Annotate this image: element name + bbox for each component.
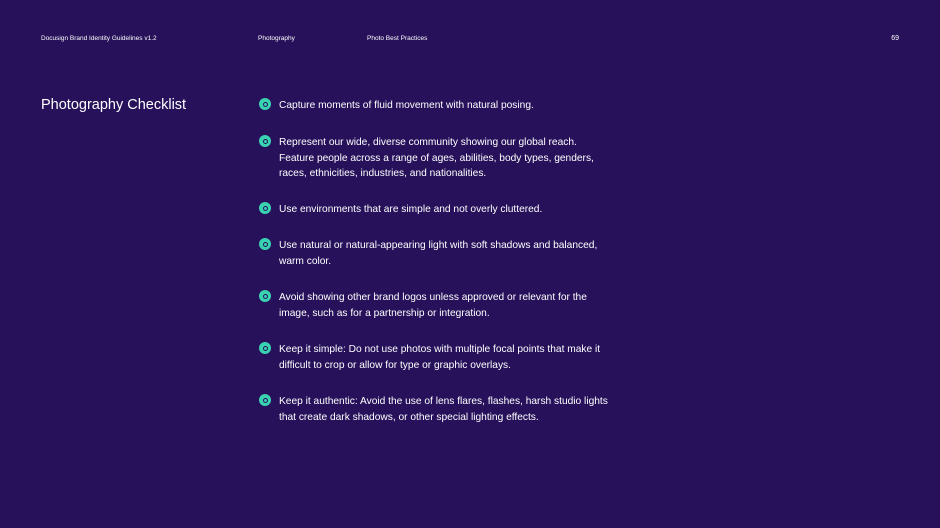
check-circle-icon: [259, 238, 271, 250]
check-circle-icon: [259, 394, 271, 406]
check-circle-icon: [259, 98, 271, 110]
page-title: Photography Checklist: [41, 97, 187, 113]
checklist-item-text: Avoid showing other brand logos unless approved or relevant for the image, such as for a partnership or integration.: [279, 292, 587, 319]
document-title: Docusign Brand Identity Guidelines v1.2: [41, 35, 157, 42]
checklist-item-text: Use environments that are simple and not overly cluttered.: [279, 204, 543, 215]
checklist-item-text: Keep it authentic: Avoid the use of lens flares, flashes, harsh studio lights that create dark shadows, or other special lighting effects.: [279, 396, 608, 423]
check-circle-icon: [259, 342, 271, 354]
page-number: 69: [891, 35, 899, 42]
checklist-item-text: Use natural or natural-appearing light with soft shadows and balanced, warm color.: [279, 240, 598, 267]
check-circle-icon: [259, 135, 271, 147]
check-circle-icon: [259, 202, 271, 214]
section-label: Photography: [258, 35, 295, 42]
check-circle-icon: [259, 290, 271, 302]
checklist-item-text: Keep it simple: Do not use photos with multiple focal points that make it difficult to crop or allow for type or graphic overlays.: [279, 344, 601, 371]
checklist-item-text: Capture moments of fluid movement with natural posing.: [279, 100, 534, 111]
topic-label: Photo Best Practices: [367, 35, 428, 42]
checklist-item-text: Represent our wide, diverse community showing our global reach. Feature people across a range of ages, abilities, body types, genders, races, ethnicities, industries, and nationalities.: [279, 137, 594, 180]
